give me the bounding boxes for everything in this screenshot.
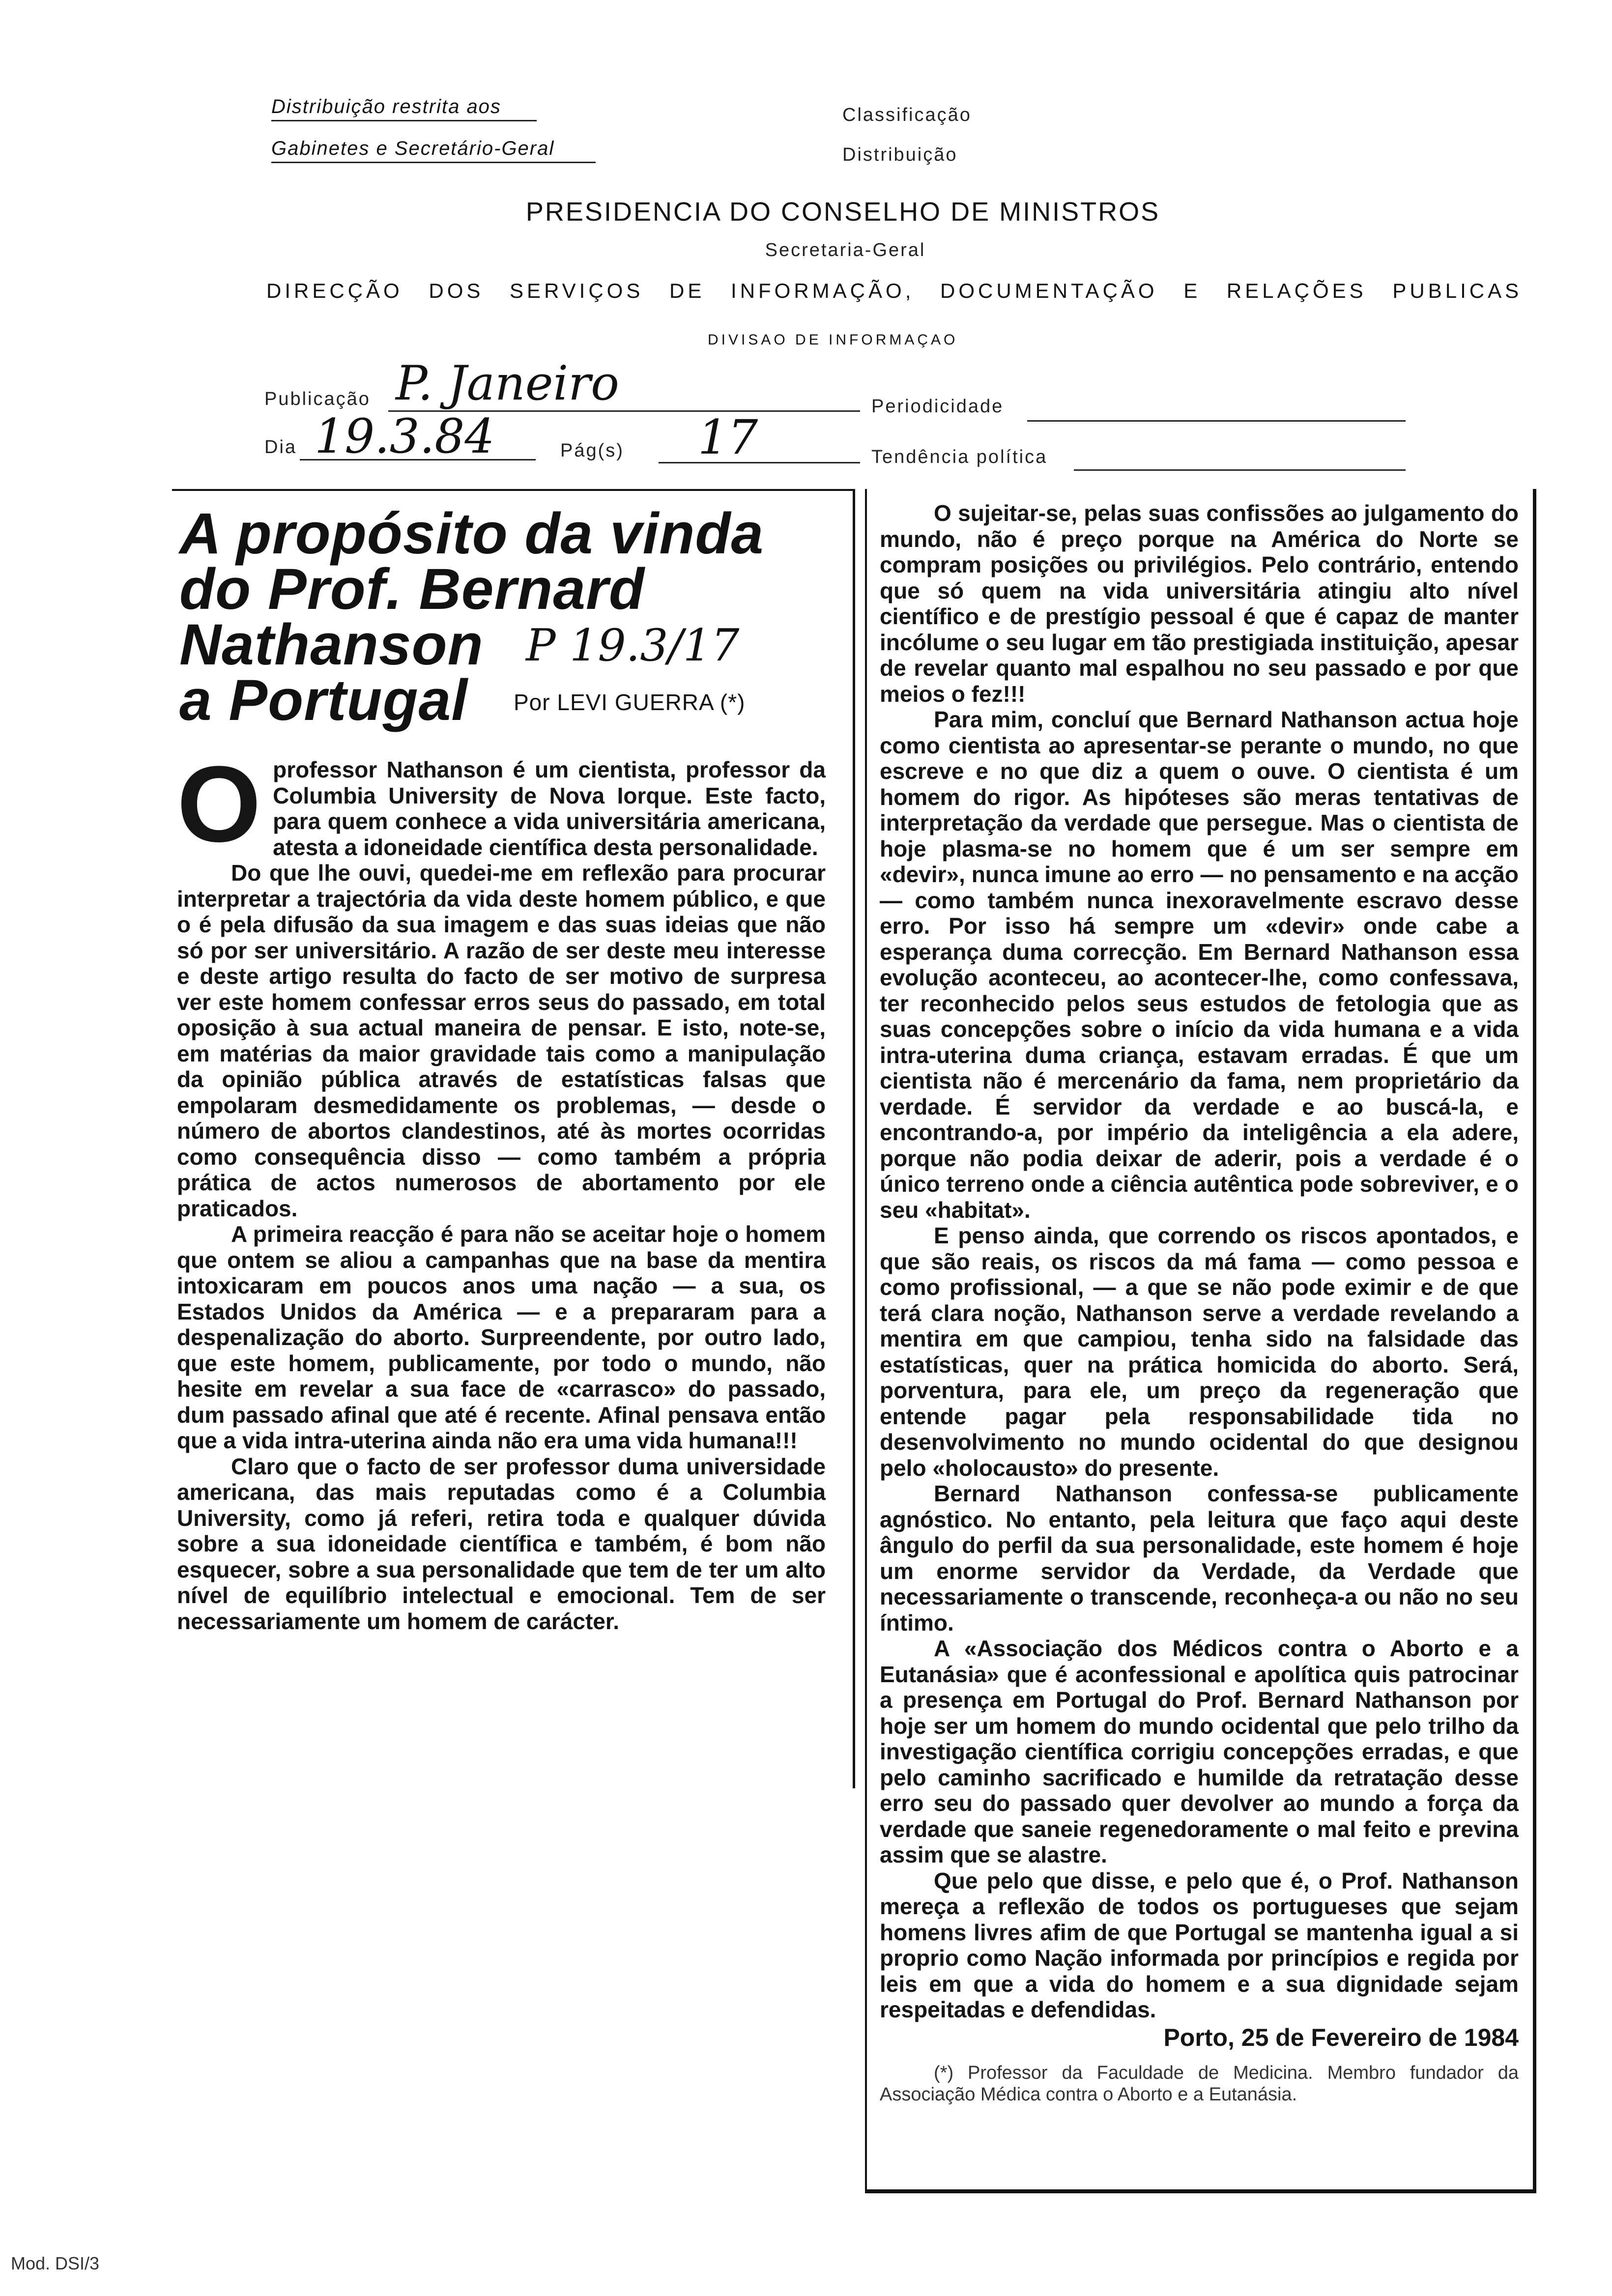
paragraph: A «Associação dos Médicos contra o Aborto e a Eutanásia» que é aconfessional e apolítica quis patrocinar a presença em Portugal do Prof. Bernard Nathanson por hoje ser um homem do mundo ocidental que pelo trilho da investigação científica corrigiu concepções erradas, e que pelo caminho sacrificado e humilde da retratação desse erro seu do passado quer devolver ao mundo a força da verdade que saneie regenedoramente o mal feito e previna assim que se alastre. [880, 1636, 1519, 1867]
title-line: a Portugal [179, 668, 468, 733]
secretaria-label: Secretaria-Geral [765, 240, 926, 260]
pags-line [659, 462, 860, 463]
dia-handwritten: 19.3.84 [315, 409, 495, 464]
pags-label: Pág(s) [560, 440, 624, 461]
tendencia-label: Tendência política [871, 447, 1048, 467]
publicacao-label: Publicação [264, 389, 371, 409]
tendencia-line [1074, 469, 1406, 471]
distribution-note-line1: Distribuição restrita aos [271, 96, 537, 121]
paragraph-text: professor Nathanson é um cientista, professor da Columbia University de Nova Iorque. Este facto, para quem conhece a vida universitária americana, atesta a idoneidade científica desta personalidade. [273, 757, 826, 860]
periodicidade-line [1027, 420, 1406, 422]
handwritten-reference: P 19.3/17 [526, 620, 740, 671]
paragraph: Claro que o facto de ser professor duma universidade americana, das mais reputadas como é a Columbia University, como já referi, retira toda e qualquer dúvida sobre a sua idoneidade científica e também, é bom não esquecer, sobre a sua personalidade que tem de ter um alto nível de equilíbrio intelectual e emocional. Tem de ser necessariamente um homem de carácter. [177, 1453, 826, 1634]
article-left-column [177, 744, 826, 1634]
paragraph [177, 744, 826, 864]
dia-label: Dia [264, 437, 297, 458]
direccao-label: DIRECÇÃO DOS SERVIÇOS DE INFORMAÇÃO, DOCUMENTAÇÃO E RELAÇÕES PUBLICAS [266, 279, 1523, 302]
pags-handwritten: 17 [698, 410, 758, 465]
distribution-note-line2: Gabinetes e Secretário-Geral [271, 138, 596, 163]
drop-cap: O [177, 744, 261, 864]
form-code: Mod. DSI/3 [11, 2253, 100, 2273]
title-line: do Prof. Bernard [179, 557, 645, 622]
signoff: Porto, 25 de Fevereiro de 1984 [1163, 2023, 1519, 2051]
paragraph: Bernard Nathanson confessa-se publicamente agnóstico. No entanto, pela leitura que faço aqui deste ângulo do perfil da sua personalidade, este homem é hoje um enorme servidor da Verdade, da Verdade que necessariamente o transcende, reconheça-a ou não no seu íntimo. [880, 1481, 1519, 1636]
paragraph: Do que lhe ouvi, quedei-me em reflexão para procurar interpretar a trajectória da vida deste homem público, e que o é pela difusão da sua imagem e das suas ideias que não só por ser universitário. A razão de ser deste meu interesse e deste artigo resulta do facto de ser motivo de surpresa ver este homem confessar erros seus do passado, em total oposição à sua actual maneira de pensar. E isto, note-se, em matérias da maior gravidade tais como a manipulação da opinião pública através de estatísticas falsas que empolaram desmedidamente os problemas, — desde o número de abortos clandestinos, até às mortes ocorridas como consequência disso — como também a própria prática de actos numerosos de abortamento por ele praticados. [177, 860, 826, 1221]
paragraph: E penso ainda, que correndo os riscos apontados, e que são reais, os riscos da má fama — como pessoa e como profissional, — a que se não pode eximir e de que terá clara noção, Nathanson serve a verdade revelando a mentira em que campiou, tenha sido na falsidade das estatísticas, quer na prática homicida do aborto. Será, porventura, para ele, um preço da regeneração que entende pagar pela responsabilidade tida no desenvolvimento no mundo ocidental do que designou pelo «holocausto» do presente. [880, 1223, 1519, 1481]
paragraph: O sujeitar-se, pelas suas confissões ao julgamento do mundo, não é preço porque na América do Norte se compram posições ou privilégios. Pelo contrário, entendo que só quem na vida universitária atingiu alto nível científico e de prestígio pessoal é que é capaz de manter incólume o seu lugar em tão prestigiada instituição, apesar de revelar quanto mal espalhou no seu passado e por que meios o fez!!! [880, 500, 1519, 707]
org-title: PRESIDENCIA DO CONSELHO DE MINISTROS [525, 197, 1160, 227]
byline: Por LEVI GUERRA (*) [514, 689, 746, 715]
title-line: Nathanson [179, 612, 484, 677]
publicacao-handwritten: P. Janeiro [396, 356, 619, 411]
paragraph: Para mim, concluí que Bernard Nathanson actua hoje como cientista ao apresentar-se perante o mundo, no que escreve e no que diz a quem o ouve. O cientista é um homem do rigor. As hipóteses são meras tentativas de interpretação da verdade que persegue. Mas o cientista de hoje plasma-se no homem que é um ser sempre em «devir», nunca imune ao erro — no pensamento e na acção — como também nunca inexoravelmente escravo desse erro. Por isso há sempre um «devir» onde cabe a esperança duma correcção. Em Bernard Nathanson essa evolução aconteceu, ao acontecer-lhe, como confessava, ter reconhecido pelos seus estudos de fetologia que as suas concepções sobre o início da vida humana e a vida intra-uterina duma criança, estavam erradas. É que um cientista não é mercenário da fama, nem proprietário da verdade. É servidor da verdade e ao buscá-la, e encontrando-a, por império da inteligência a ela adere, porque não podia deixar de aderir, pois a verdade é o único terreno onde a ciência autêntica pode sobreviver, e o seu «habitat». [880, 707, 1519, 1223]
article-right-column [880, 500, 1519, 2105]
distribuicao-label: Distribuição [842, 144, 958, 165]
periodicidade-label: Periodicidade [871, 396, 1004, 417]
classificacao-label: Classificação [842, 105, 972, 125]
paragraph: Que pelo que disse, e pelo que é, o Prof. Nathanson mereça a reflexão de todos os portugueses que sejam homens livres afim de que Portugal se mantenha igual a si proprio como Nação informada por princípios e regida por leis em que a vida do homem e a sua dignidade sejam respeitadas e defendidas. [880, 1867, 1519, 2022]
footnote: (*) Professor da Faculdade de Medicina. Membro fundador da Associação Médica contra o Aborto e a Eutanásia. [880, 2062, 1519, 2105]
title-line: A propósito da vinda [179, 501, 764, 566]
paragraph: A primeira reacção é para não se aceitar hoje o homem que ontem se aliou a campanhas que na base da mentira intoxicaram em poucos anos uma nação — a sua, os Estados Unidos da América — e a prepararam para a despenalização do aborto. Surpreendente, por outro lado, que este homem, publicamente, por todo o mundo, não hesite em revelar a sua face de «carrasco» do passado, dum passado afinal que até é recente. Afinal pensava então que a vida intra-uterina ainda não era uma vida humana!!! [177, 1221, 826, 1453]
divisao-label: DIVISAO DE INFORMAÇAO [708, 332, 958, 348]
